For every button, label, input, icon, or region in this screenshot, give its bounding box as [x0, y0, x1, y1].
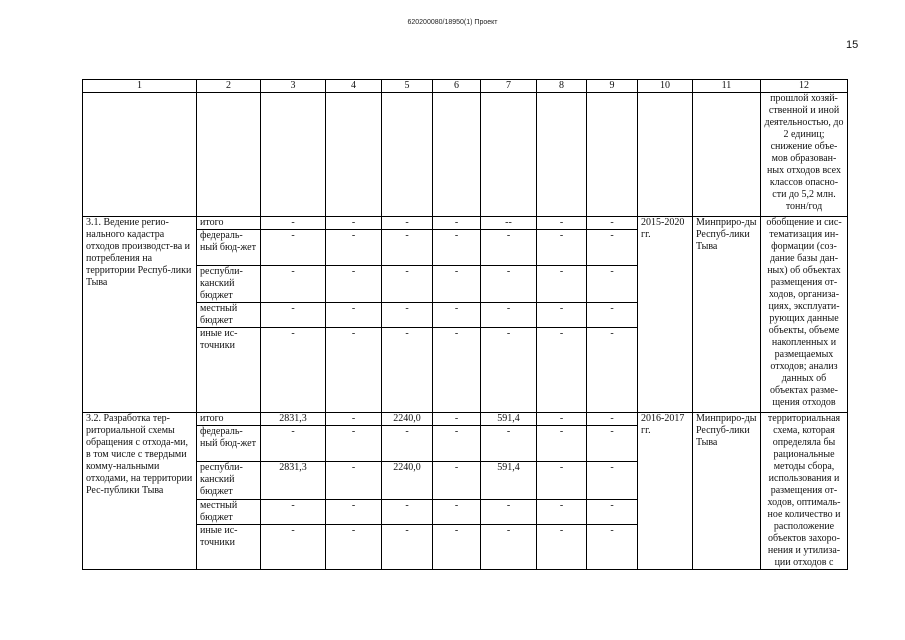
value-cell: - — [537, 328, 587, 413]
value-cell: - — [587, 524, 638, 569]
value-cell: - — [537, 413, 587, 426]
value-cell: - — [261, 217, 326, 230]
column-numbers-row — [83, 80, 848, 93]
empty-cell — [587, 93, 638, 217]
value-cell: - — [587, 499, 638, 524]
value-cell: - — [326, 217, 382, 230]
measure-result: обобщение и сис-тематизация ин-формации (соз-дание базы дан-ных) об объектах размещения от-ходов, организа-циях, эксплуати-рующих данные объекты, объеме накопленных и размещаемых отходов; анализ данных об объектах разме-щения отходов — [761, 217, 848, 413]
value-cell: - — [261, 328, 326, 413]
value-cell: - — [382, 499, 433, 524]
measure-row — [83, 413, 848, 426]
measure-title: 3.2. Разработка тер-риториальной схемы обращения с отхода-ми, в том числе с твердыми комму-нальными отходами, на территории Рес-публики Тыва — [83, 413, 197, 570]
value-cell: 2240,0 — [382, 413, 433, 426]
value-cell: - — [433, 266, 481, 303]
value-cell: - — [433, 230, 481, 266]
funding-source: федераль-ный бюд-жет — [197, 230, 261, 266]
measure-period: 2016-2017 гг. — [638, 413, 693, 570]
value-cell: - — [587, 266, 638, 303]
column-number: 12 — [761, 80, 848, 93]
value-cell: - — [537, 524, 587, 569]
value-cell: - — [326, 462, 382, 499]
empty-cell — [326, 93, 382, 217]
value-cell: - — [382, 524, 433, 569]
value-cell: - — [433, 217, 481, 230]
value-cell: - — [433, 462, 481, 499]
program-measures-table — [82, 79, 848, 570]
column-number: 6 — [433, 80, 481, 93]
measure-title: 3.1. Ведение регио-нального кадастра отходов производст-ва и потребления на территории Респуб-лики Тыва — [83, 217, 197, 413]
value-cell: 2831,3 — [261, 413, 326, 426]
value-cell: - — [382, 230, 433, 266]
empty-cell — [693, 93, 761, 217]
value-cell: - — [433, 426, 481, 462]
value-cell: - — [587, 462, 638, 499]
value-cell: - — [382, 426, 433, 462]
value-cell: - — [481, 499, 537, 524]
document-id: 620200080/18950(1) Проект — [407, 19, 498, 26]
measure-executor: Минприро-ды Респуб-лики Тыва — [693, 413, 761, 570]
value-cell: - — [261, 426, 326, 462]
value-cell: - — [481, 328, 537, 413]
page-number: 15 — [846, 39, 859, 51]
funding-source: иные ис-точники — [197, 524, 261, 569]
column-number: 7 — [481, 80, 537, 93]
funding-source: итого — [197, 413, 261, 426]
value-cell: - — [537, 217, 587, 230]
value-cell: - — [537, 499, 587, 524]
value-cell: 591,4 — [481, 462, 537, 499]
column-number: 9 — [587, 80, 638, 93]
value-cell: 2831,3 — [261, 462, 326, 499]
measure-row — [83, 217, 848, 230]
value-cell: - — [433, 303, 481, 328]
value-cell: - — [587, 303, 638, 328]
value-cell: 2240,0 — [382, 462, 433, 499]
value-cell: - — [537, 426, 587, 462]
funding-source: итого — [197, 217, 261, 230]
value-cell: - — [587, 217, 638, 230]
value-cell: - — [587, 328, 638, 413]
measure-executor: Минприро-ды Респуб-лики Тыва — [693, 217, 761, 413]
value-cell: - — [433, 499, 481, 524]
value-cell: - — [587, 426, 638, 462]
empty-cell — [83, 93, 197, 217]
value-cell: - — [481, 266, 537, 303]
column-number: 4 — [326, 80, 382, 93]
value-cell: - — [537, 230, 587, 266]
column-number: 11 — [693, 80, 761, 93]
column-number: 10 — [638, 80, 693, 93]
value-cell: - — [326, 426, 382, 462]
value-cell: 591,4 — [481, 413, 537, 426]
value-cell: -- — [481, 217, 537, 230]
value-cell: - — [326, 266, 382, 303]
value-cell: - — [326, 413, 382, 426]
continuation-row — [83, 93, 848, 217]
measure-period: 2015-2020 гг. — [638, 217, 693, 413]
value-cell: - — [261, 303, 326, 328]
value-cell: - — [433, 524, 481, 569]
value-cell: - — [261, 499, 326, 524]
value-cell: - — [433, 413, 481, 426]
value-cell: - — [587, 230, 638, 266]
empty-cell — [261, 93, 326, 217]
value-cell: - — [433, 328, 481, 413]
value-cell: - — [481, 303, 537, 328]
measure-result: территориальная схема, которая определяла бы рациональные методы сбора, использования и размещения от-ходов, оптималь-ное количество и расположение объектов захоро-нения и утилиза-ции отходов с — [761, 413, 848, 570]
value-cell: - — [382, 266, 433, 303]
column-number: 1 — [83, 80, 197, 93]
value-cell: - — [537, 303, 587, 328]
value-cell: - — [261, 524, 326, 569]
value-cell: - — [481, 426, 537, 462]
empty-cell — [537, 93, 587, 217]
value-cell: - — [382, 328, 433, 413]
funding-source: республи-канский бюджет — [197, 462, 261, 499]
column-number: 2 — [197, 80, 261, 93]
value-cell: - — [326, 524, 382, 569]
value-cell: - — [537, 266, 587, 303]
funding-source: республи-канский бюджет — [197, 266, 261, 303]
empty-cell — [197, 93, 261, 217]
value-cell: - — [537, 462, 587, 499]
empty-cell — [433, 93, 481, 217]
column-number: 3 — [261, 80, 326, 93]
value-cell: - — [261, 230, 326, 266]
value-cell: - — [382, 303, 433, 328]
value-cell: - — [382, 217, 433, 230]
value-cell: - — [326, 230, 382, 266]
column-number: 8 — [537, 80, 587, 93]
column-number: 5 — [382, 80, 433, 93]
empty-cell — [382, 93, 433, 217]
value-cell: - — [481, 524, 537, 569]
empty-cell — [481, 93, 537, 217]
value-cell: - — [326, 328, 382, 413]
value-cell: - — [481, 230, 537, 266]
value-cell: - — [326, 303, 382, 328]
empty-cell — [638, 93, 693, 217]
funding-source: иные ис-точники — [197, 328, 261, 413]
value-cell: - — [261, 266, 326, 303]
funding-source: федераль-ный бюд-жет — [197, 426, 261, 462]
continuation-result-text: прошлой хозяй-ственной и иной деятельностью, до 2 единиц; снижение объе-мов образован-ных отходов всех классов опасно-сти до 5,2 млн. тонн/год — [761, 93, 848, 217]
value-cell: - — [587, 413, 638, 426]
funding-source: местный бюджет — [197, 499, 261, 524]
value-cell: - — [326, 499, 382, 524]
funding-source: местный бюджет — [197, 303, 261, 328]
